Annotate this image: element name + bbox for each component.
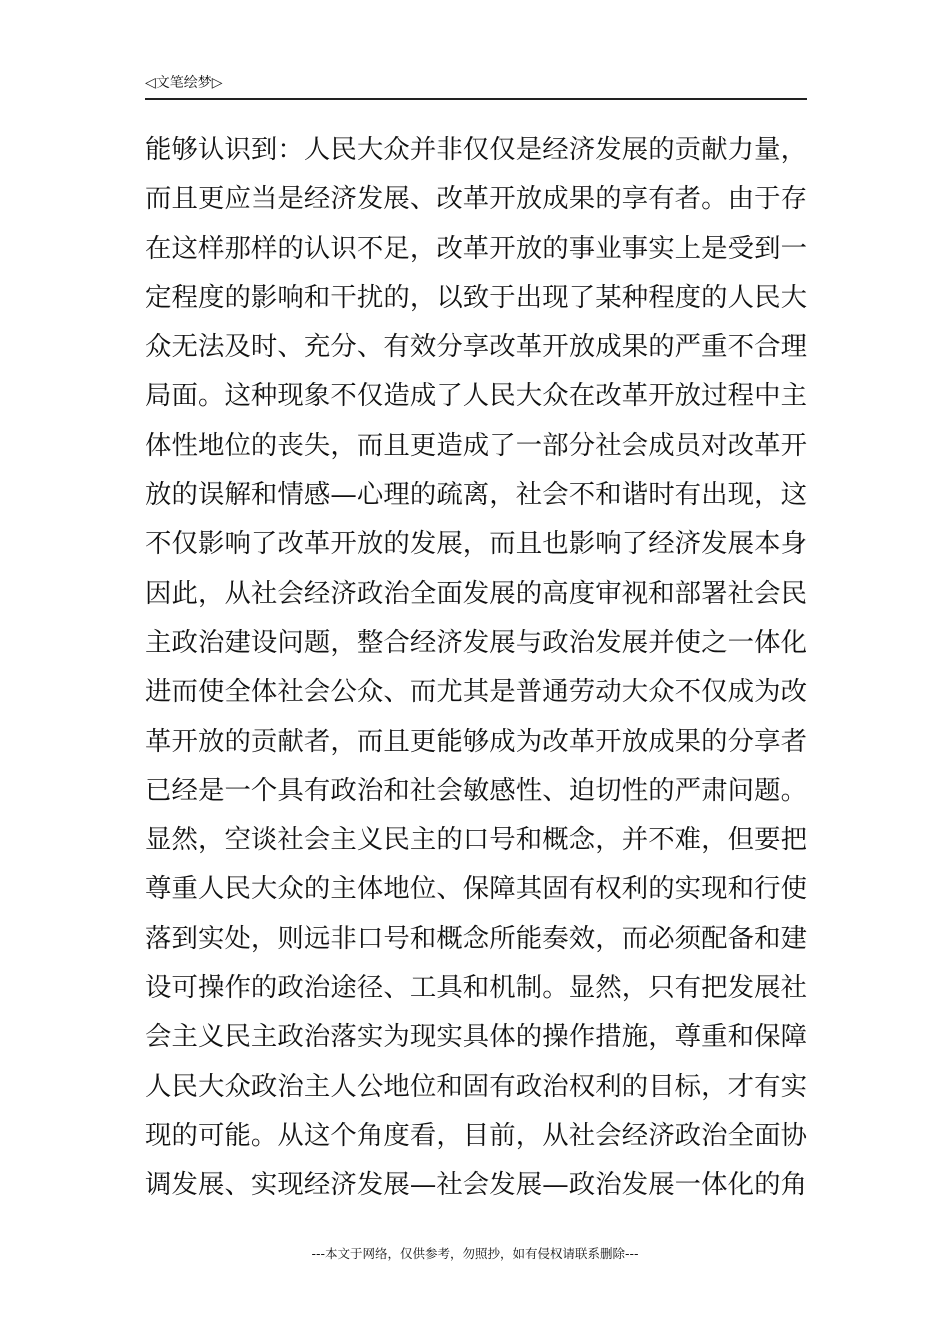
text-line: 主政治建设问题，整合经济发展与政治发展并使之一体化 bbox=[145, 626, 807, 658]
text-line: 体性地位的丧失，而且更造成了一部分社会成员对改革开 bbox=[145, 429, 807, 461]
text-line: 而且更应当是经济发展、改革开放成果的享有者。由于存 bbox=[145, 183, 807, 215]
header-title: ◁文笔绘梦▷ bbox=[145, 75, 223, 91]
text-line: 会主义民主政治落实为现实具体的操作措施，尊重和保障 bbox=[145, 1021, 807, 1053]
text-line: 在这样那样的认识不足，改革开放的事业事实上是受到一 bbox=[145, 232, 807, 264]
text-line: 革开放的贡献者，而且更能够成为改革开放成果的分享者 bbox=[145, 725, 807, 757]
text-line: 定程度的影响和干扰的，以致于出现了某种程度的人民大 bbox=[145, 281, 807, 313]
text-line: 已经是一个具有政治和社会敏感性、迫切性的严肃问题。 bbox=[145, 774, 807, 806]
text-line: 落到实处，则远非口号和概念所能奏效，而必须配备和建 bbox=[145, 922, 807, 954]
text-line: 进而使全体社会公众、而尤其是普通劳动大众不仅成为改 bbox=[145, 676, 807, 708]
page-header bbox=[145, 72, 807, 100]
text-line: 显然，空谈社会主义民主的口号和概念，并不难，但要把 bbox=[145, 824, 807, 856]
text-line: 不仅影响了改革开放的发展，而且也影响了经济发展本身 bbox=[145, 528, 807, 560]
text-line: 尊重人民大众的主体地位、保障其固有权利的实现和行使 bbox=[145, 873, 807, 905]
text-line: 设可操作的政治途径、工具和机制。显然，只有把发展社 bbox=[145, 972, 807, 1004]
body-text bbox=[145, 125, 807, 1210]
text-line: 因此，从社会经济政治全面发展的高度审视和部署社会民 bbox=[145, 577, 807, 609]
text-line: 众无法及时、充分、有效分享改革开放成果的严重不合理 bbox=[145, 331, 807, 363]
text-line: 现的可能。从这个角度看，目前，从社会经济政治全面协 bbox=[145, 1119, 807, 1151]
text-line: 放的误解和情感—心理的疏离，社会不和谐时有出现，这 bbox=[145, 479, 807, 511]
text-line: 能够认识到：人民大众并非仅仅是经济发展的贡献力量， bbox=[145, 134, 807, 165]
page-footer: ---本文于网络，仅供参考，勿照抄，如有侵权请联系删除--- bbox=[311, 1246, 639, 1261]
text-line: 调发展、实现经济发展—社会发展—政治发展一体化的角 bbox=[145, 1169, 807, 1201]
text-line: 人民大众政治主人公地位和固有政治权利的目标，才有实 bbox=[145, 1070, 807, 1102]
text-line: 局面。这种现象不仅造成了人民大众在改革开放过程中主 bbox=[145, 380, 807, 412]
